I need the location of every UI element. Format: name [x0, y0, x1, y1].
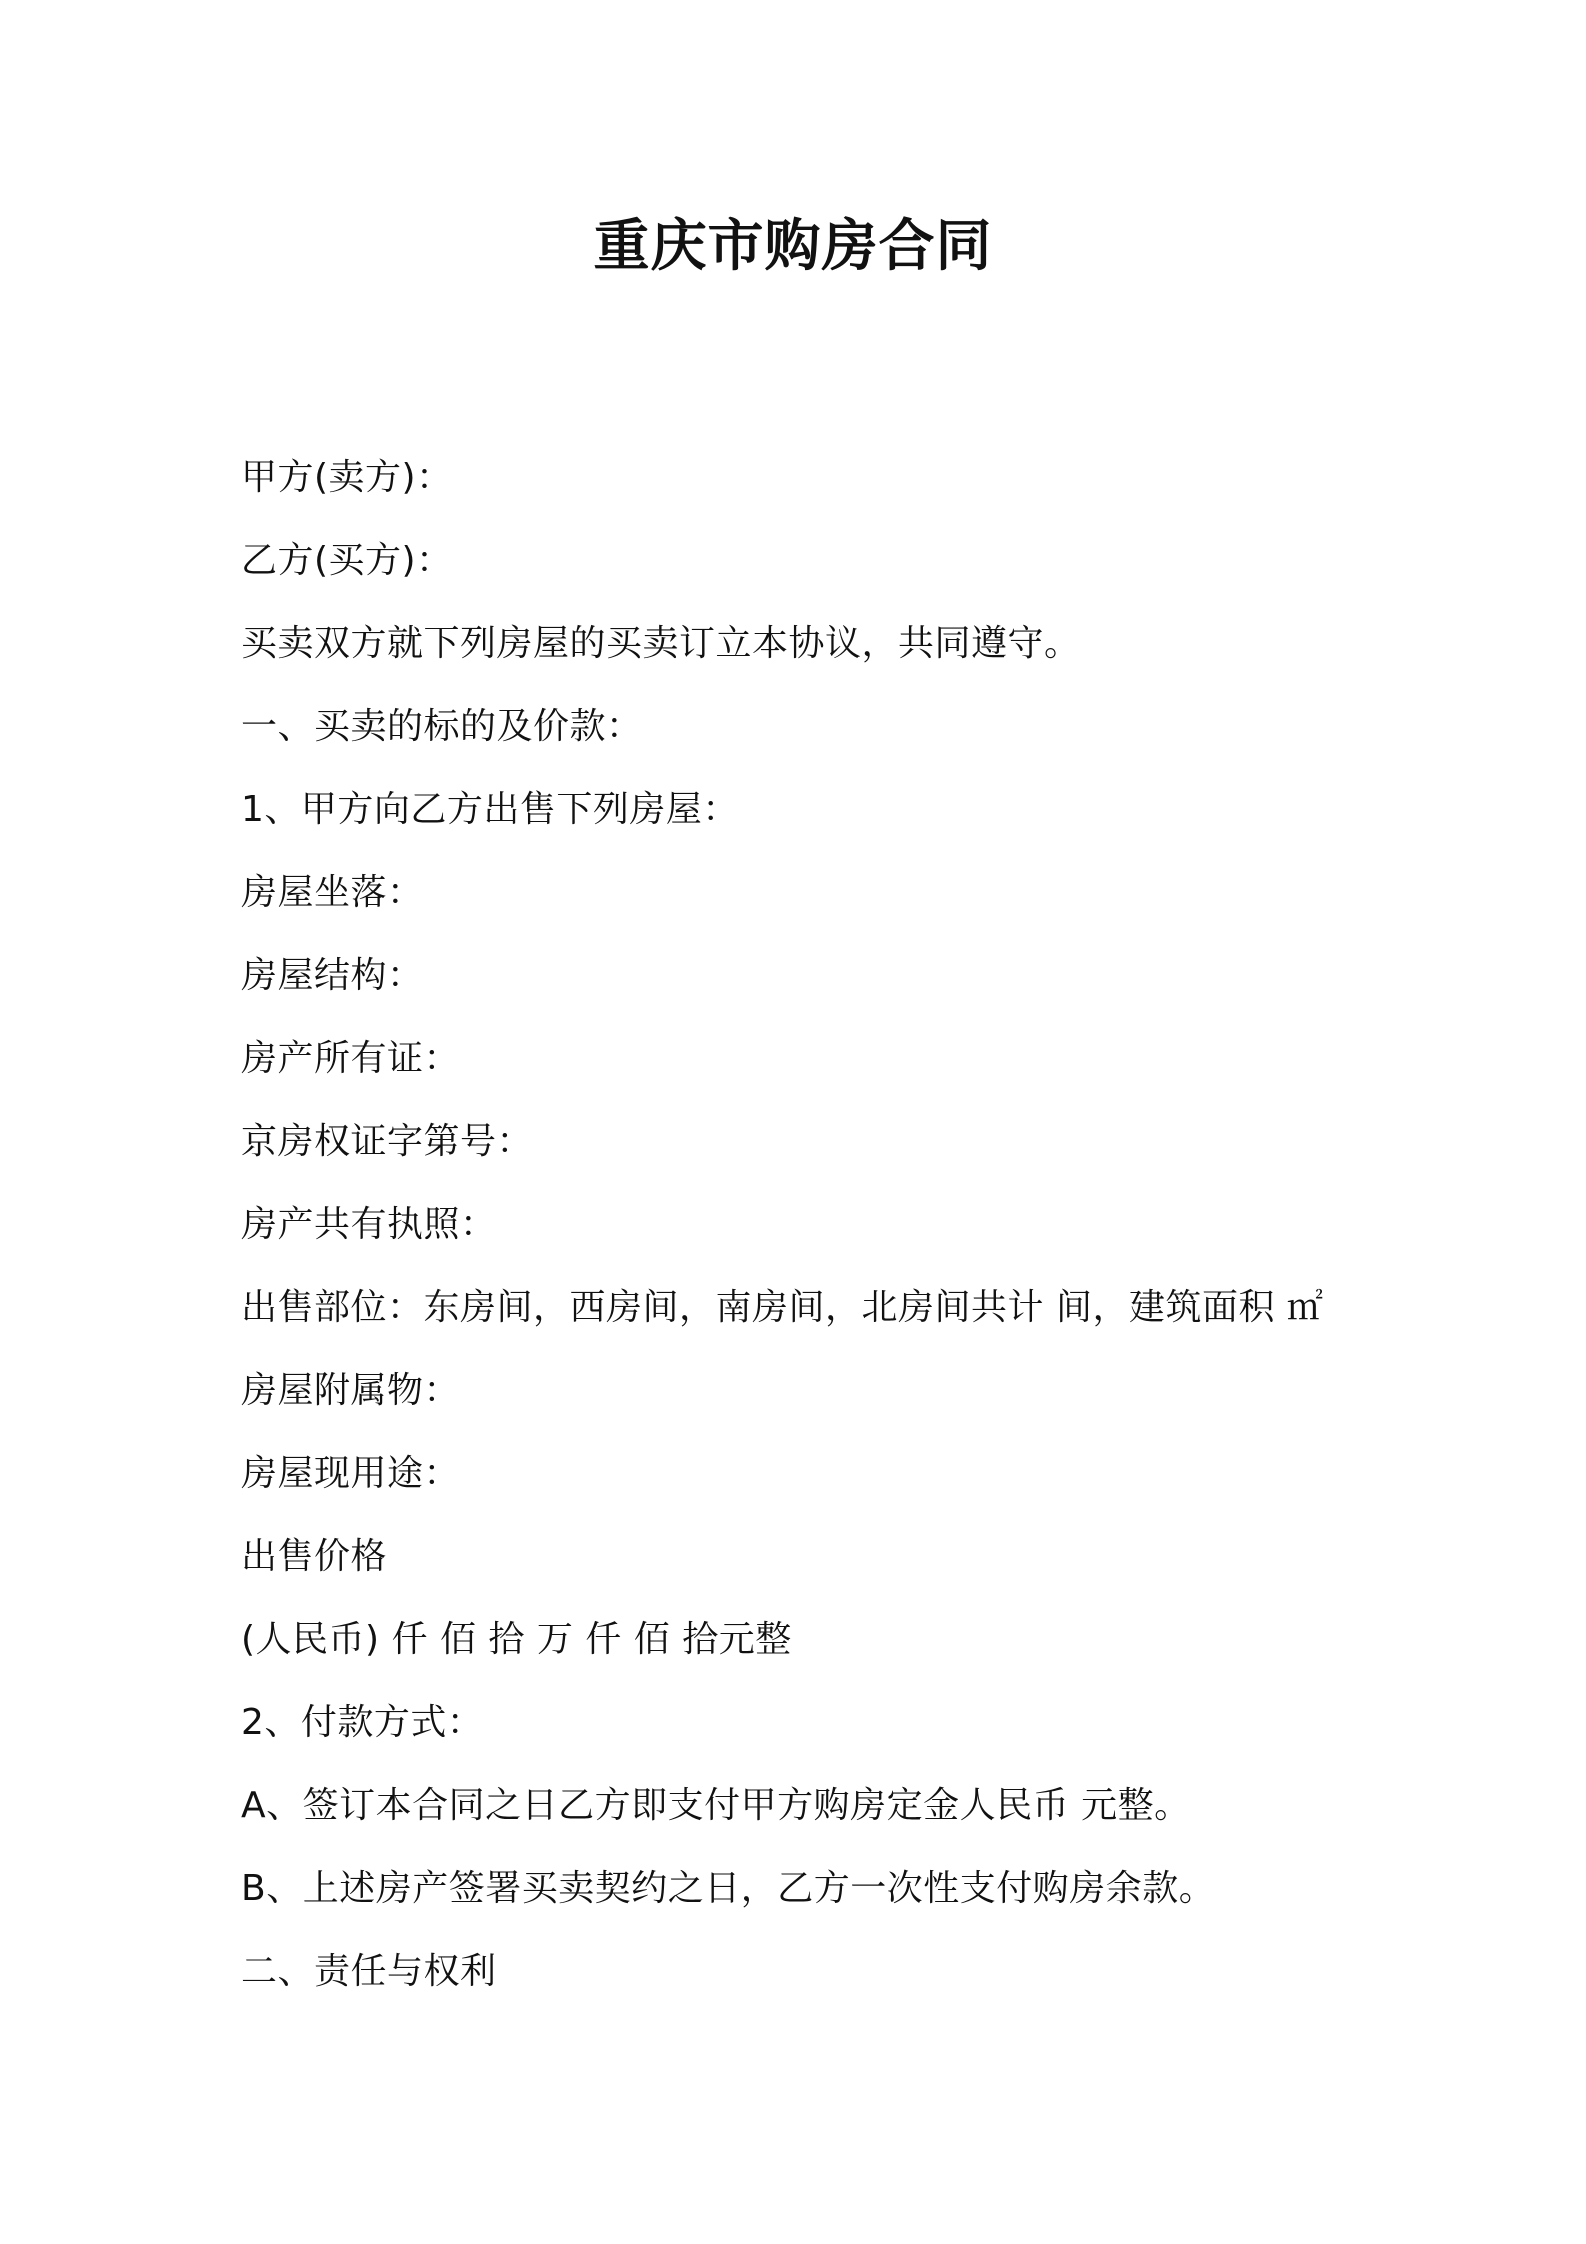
field-price-amount: (人民币) 仟 佰 拾 万 仟 佰 拾元整	[241, 1619, 792, 1660]
field-attachments: 房屋附属物：	[241, 1370, 461, 1411]
contract-body	[241, 451, 1441, 2028]
field-house-structure: 房屋结构：	[241, 955, 424, 996]
line-agreement-intro: 买卖双方就下列房屋的买卖订立本协议，共同遵守。	[241, 623, 1081, 664]
section-heading-responsibilities: 二、责任与权利	[241, 1951, 497, 1992]
line-buyer: 乙方(买方)：	[241, 540, 453, 581]
field-property-certificate: 房产所有证：	[241, 1038, 461, 1079]
field-house-location: 房屋坐落：	[241, 872, 424, 913]
clause-1-sale: 1、甲方向乙方出售下列房屋：	[241, 789, 739, 830]
field-sale-parts: 出售部位：东房间，西房间，南房间，北房间共计 间，建筑面积 ㎡	[241, 1287, 1324, 1328]
payment-item-a: A、签订本合同之日乙方即支付甲方购房定金人民币 元整。	[241, 1785, 1191, 1826]
clause-2-payment: 2、付款方式：	[241, 1702, 484, 1743]
line-seller: 甲方(卖方)：	[241, 457, 453, 498]
payment-item-b: B、上述房产签署买卖契约之日，乙方一次性支付购房余款。	[241, 1868, 1216, 1909]
document-title: 重庆市购房合同	[593, 214, 993, 279]
section-heading-subject-price: 一、买卖的标的及价款：	[241, 706, 643, 747]
field-current-use: 房屋现用途：	[241, 1453, 461, 1494]
field-sale-price: 出售价格	[241, 1536, 388, 1577]
field-certificate-number: 京房权证字第号：	[241, 1121, 534, 1162]
field-co-ownership-license: 房产共有执照：	[241, 1204, 497, 1245]
